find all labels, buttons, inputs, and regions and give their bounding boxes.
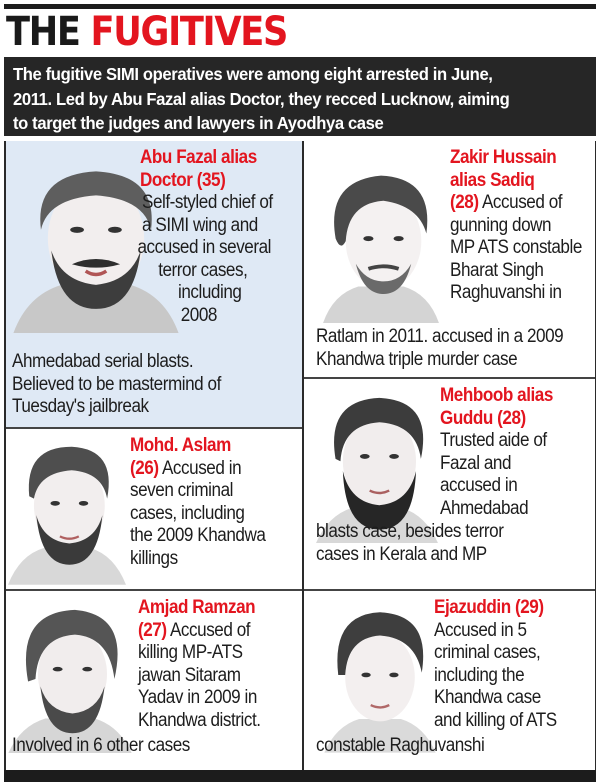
fugitive-text [130,435,265,570]
desc-line: Tuesday's jailbreak [12,396,149,417]
fugitive-age: (28) [450,192,479,213]
desc-line: Khandwa district. [138,709,261,731]
desc-line: Khandwa triple murder case [316,348,518,370]
desc-line: and killing of ATS [434,709,557,731]
desc-line: Khandwa case [434,687,541,708]
intro-line: 2011. Led by Abu Fazal alias Doctor, they recced Lucknow, aiming [13,88,510,109]
desc-line: Accused of [169,619,251,641]
fugitive-description [137,192,273,327]
fugitive-card-mehboob [304,379,596,589]
intro-line: The fugitive SIMI operatives were among eight arrested in June, [13,64,493,84]
desc-line: MP ATS constable [450,237,582,258]
fugitive-name: alias Sadiq [450,169,535,191]
fugitive-card-ejazuddin [304,591,596,771]
desc-line: Ahmedabad [440,497,529,519]
fugitives-grid [4,141,596,774]
fugitive-name: Mehboob alias [440,385,553,406]
fugitive-card-amjad-ramzan [4,591,302,771]
desc-line: Self-styled chief of [142,192,273,213]
fugitive-card-mohd-aslam [4,429,302,589]
desc-line: 2008 [180,304,217,326]
fugitive-age: (27) [138,619,167,641]
desc-line: killings [130,547,178,569]
desc-line: a SIMI wing and [142,214,258,236]
sketch-portrait-ejazuddin [322,605,438,753]
fugitive-age: (26) [130,457,159,479]
fugitive-text [138,597,261,732]
fugitive-card-zakir-hussain [304,141,596,377]
desc-line: including the [434,664,525,686]
desc-line: Raghuvanshi in [450,282,562,303]
desc-line: accused in [440,475,518,496]
desc-line: cases, including [130,502,245,524]
fugitive-description-cont [12,351,221,419]
desc-line: cases in Kerala and MP [316,543,487,565]
desc-line: killing MP-ATS [138,642,243,663]
grid-border-right [595,141,597,773]
desc-line: including [178,282,242,303]
fugitive-description-cont [316,735,484,758]
fugitive-name: Mohd. Aslam [130,435,231,456]
sketch-portrait-mohd-aslam [8,437,126,585]
bottom-rule [4,770,596,782]
sketch-portrait-amjad-ramzan [8,605,132,753]
desc-line: Ahmedabad serial blasts. [12,351,194,372]
column-divider [302,141,304,773]
desc-line: accused in several [137,237,272,258]
fugitive-text [434,597,557,732]
desc-line: Bharat Singh [450,259,544,281]
fugitive-name: Ejazuddin (29) [434,597,544,618]
fugitive-description-cont [316,521,503,566]
desc-line: jawan Sitaram [138,664,241,686]
desc-line: Accused in 5 [434,619,527,641]
fugitive-name: Abu Fazal alias [140,147,257,168]
desc-line: Accused in [161,457,242,479]
intro-banner [4,57,596,136]
desc-line: Involved in 6 other cases [12,735,190,756]
desc-line: Accused of [481,192,563,213]
headline [6,10,287,54]
grid-border-left [4,141,6,773]
desc-line: Ratlam in 2011. accused in a 2009 [316,326,564,347]
fugitive-text [450,147,582,305]
desc-line: the 2009 Khandwa [130,525,266,546]
desc-line: Believed to be mastermind of [12,373,221,395]
fugitive-name: Doctor (35) [140,169,226,191]
desc-line: constable Raghuvanshi [316,735,485,756]
desc-line: terror cases, [158,259,248,281]
headline-the: THE [6,9,80,55]
fugitive-name: Zakir Hussain [450,147,557,168]
fugitive-description-cont [12,735,190,758]
desc-line: Yadav in 2009 in [138,687,257,708]
fugitive-text [440,385,553,520]
fugitive-name: Amjad Ramzan [138,597,256,618]
sketch-portrait-zakir-hussain [318,163,444,323]
fugitive-description-cont [316,326,563,371]
desc-line: Trusted aide of [440,430,547,451]
headline-fugitives: FUGITIVES [90,9,287,55]
desc-line: gunning down [450,214,552,236]
desc-line: criminal cases, [434,642,541,663]
desc-line: blasts case, besides terror [316,521,504,542]
desc-line: seven criminal [130,480,233,501]
fugitive-text [140,147,257,192]
intro-line: to target the judges and lawyers in Ayodhya case [13,113,384,133]
desc-line: Fazal and [440,452,512,474]
fugitive-card-abu-fazal [4,141,302,427]
fugitive-name: Guddu (28) [440,407,526,429]
